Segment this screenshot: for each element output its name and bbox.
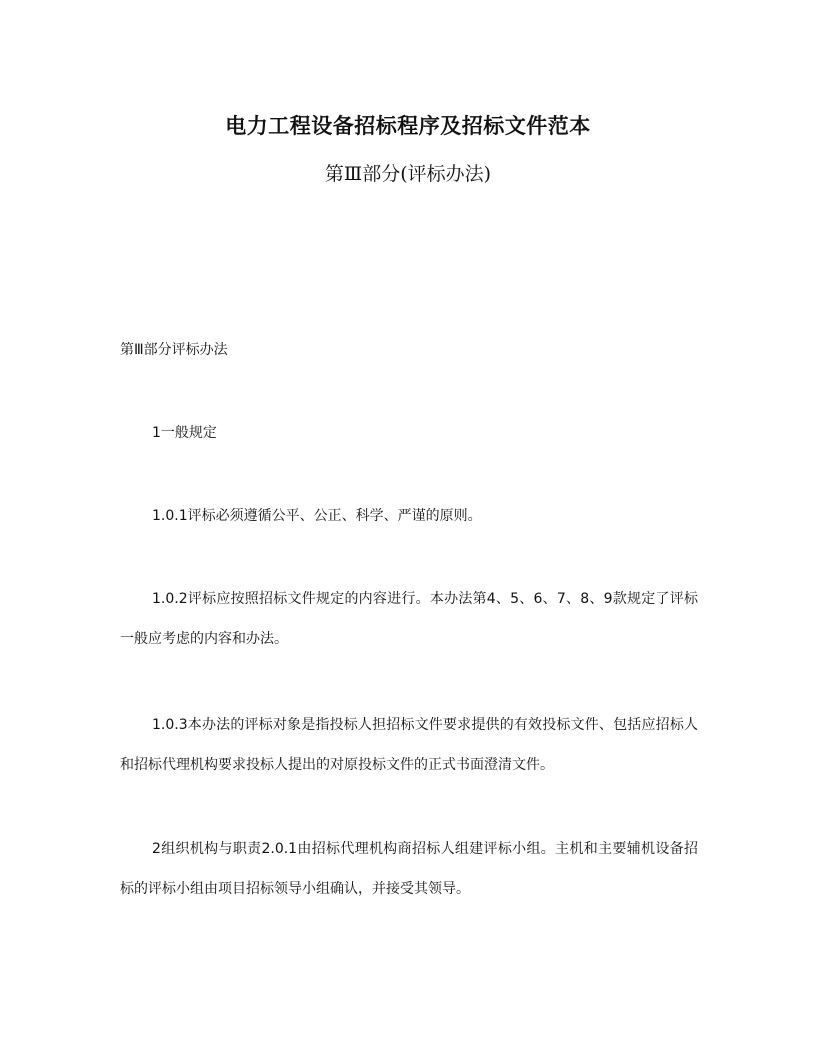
paragraph-clause-1-0-1: 1.0.1评标必须遵循公平、公正、科学、严谨的原则。 bbox=[152, 508, 482, 524]
paragraph-clause-1-0-2: 1.0.2评标应按照招标文件规定的内容进行。本办法第4、5、6、7、8、9款规定了评标一般应考虑的内容和办法。 bbox=[120, 591, 698, 647]
paragraph-organization: 2组织机构与职责2.0.1由招标代理机构商招标人组建评标小组。主机和主要辅机设备招标的评标小组由项目招标领导小组确认，并接受其领导。 bbox=[120, 841, 698, 897]
paragraph-general-provisions: 1一般规定 bbox=[152, 425, 217, 441]
document-subtitle: 第Ⅲ部分(评标办法) bbox=[324, 163, 492, 185]
paragraph-clause-1-0-3: 1.0.3本办法的评标对象是指投标人担招标文件要求提供的有效投标文件、包括应招标人和招标代理机构要求投标人提出的对原投标文件的正式书面澄清文件。 bbox=[120, 717, 698, 773]
section-heading: 第Ⅲ部分评标办法 bbox=[120, 342, 228, 358]
document-title: 电力工程设备招标程序及招标文件范本 bbox=[225, 114, 591, 139]
